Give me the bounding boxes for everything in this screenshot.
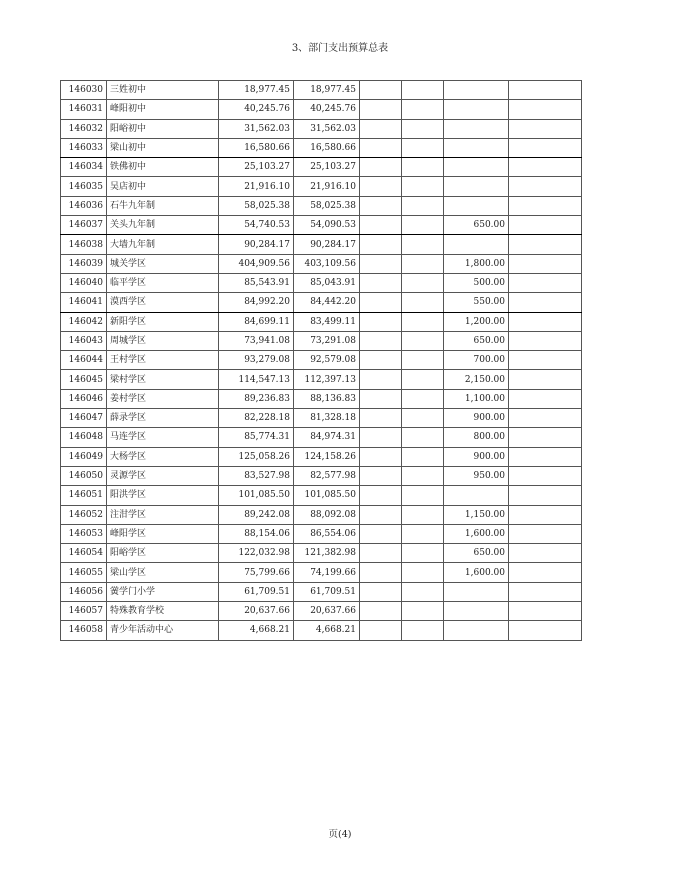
column-3-cell xyxy=(360,563,402,582)
column-6-cell xyxy=(509,235,582,254)
unit-name-cell: 吴店初中 xyxy=(107,177,219,196)
unit-code-cell: 146037 xyxy=(61,216,107,235)
project-expenditure-cell: 1,800.00 xyxy=(444,254,509,273)
column-3-cell xyxy=(360,138,402,157)
project-expenditure-cell: 950.00 xyxy=(444,466,509,485)
table-row xyxy=(61,216,582,235)
table-row xyxy=(61,602,582,621)
column-4-cell xyxy=(402,563,444,582)
total-amount-cell: 83,527.98 xyxy=(219,466,294,485)
unit-name-cell: 关头九年制 xyxy=(107,216,219,235)
column-3-cell xyxy=(360,273,402,292)
unit-code-cell: 146031 xyxy=(61,100,107,119)
table-row xyxy=(61,563,582,582)
column-3-cell xyxy=(360,351,402,370)
table-row xyxy=(61,293,582,312)
basic-expenditure-cell: 74,199.66 xyxy=(294,563,360,582)
project-expenditure-cell xyxy=(444,138,509,157)
column-3-cell xyxy=(360,81,402,100)
column-4-cell xyxy=(402,158,444,177)
column-6-cell xyxy=(509,582,582,601)
basic-expenditure-cell: 403,109.56 xyxy=(294,254,360,273)
column-6-cell xyxy=(509,293,582,312)
basic-expenditure-cell: 124,158.26 xyxy=(294,447,360,466)
unit-code-cell: 146050 xyxy=(61,466,107,485)
column-6-cell xyxy=(509,158,582,177)
unit-code-cell: 146055 xyxy=(61,563,107,582)
unit-code-cell: 146052 xyxy=(61,505,107,524)
basic-expenditure-cell: 21,916.10 xyxy=(294,177,360,196)
unit-code-cell: 146054 xyxy=(61,544,107,563)
column-6-cell xyxy=(509,312,582,331)
column-4-cell xyxy=(402,138,444,157)
column-4-cell xyxy=(402,602,444,621)
basic-expenditure-cell: 31,562.03 xyxy=(294,119,360,138)
total-amount-cell: 82,228.18 xyxy=(219,409,294,428)
unit-code-cell: 146030 xyxy=(61,81,107,100)
column-4-cell xyxy=(402,524,444,543)
basic-expenditure-cell: 84,974.31 xyxy=(294,428,360,447)
table-row xyxy=(61,389,582,408)
table-row xyxy=(61,331,582,350)
basic-expenditure-cell: 4,668.21 xyxy=(294,621,360,640)
column-6-cell xyxy=(509,351,582,370)
project-expenditure-cell xyxy=(444,621,509,640)
unit-name-cell: 阳洪学区 xyxy=(107,486,219,505)
total-amount-cell: 25,103.27 xyxy=(219,158,294,177)
table-row xyxy=(61,428,582,447)
unit-code-cell: 146057 xyxy=(61,602,107,621)
table-row xyxy=(61,138,582,157)
project-expenditure-cell: 650.00 xyxy=(444,544,509,563)
project-expenditure-cell: 500.00 xyxy=(444,273,509,292)
column-6-cell xyxy=(509,196,582,215)
unit-name-cell: 大杨学区 xyxy=(107,447,219,466)
column-6-cell xyxy=(509,389,582,408)
unit-name-cell: 新阳学区 xyxy=(107,312,219,331)
total-amount-cell: 16,580.66 xyxy=(219,138,294,157)
column-4-cell xyxy=(402,196,444,215)
total-amount-cell: 4,668.21 xyxy=(219,621,294,640)
total-amount-cell: 93,279.08 xyxy=(219,351,294,370)
basic-expenditure-cell: 101,085.50 xyxy=(294,486,360,505)
basic-expenditure-cell: 88,092.08 xyxy=(294,505,360,524)
column-6-cell xyxy=(509,81,582,100)
column-3-cell xyxy=(360,447,402,466)
unit-code-cell: 146042 xyxy=(61,312,107,331)
unit-code-cell: 146058 xyxy=(61,621,107,640)
unit-code-cell: 146047 xyxy=(61,409,107,428)
total-amount-cell: 85,543.91 xyxy=(219,273,294,292)
page-footer: 页(4) xyxy=(328,829,352,840)
column-6-cell xyxy=(509,466,582,485)
unit-code-cell: 146045 xyxy=(61,370,107,389)
project-expenditure-cell xyxy=(444,602,509,621)
basic-expenditure-cell: 83,499.11 xyxy=(294,312,360,331)
unit-name-cell: 峰阳学区 xyxy=(107,524,219,543)
unit-name-cell: 阳峪初中 xyxy=(107,119,219,138)
project-expenditure-cell: 1,200.00 xyxy=(444,312,509,331)
column-4-cell xyxy=(402,486,444,505)
basic-expenditure-cell: 20,637.66 xyxy=(294,602,360,621)
unit-code-cell: 146040 xyxy=(61,273,107,292)
column-3-cell xyxy=(360,602,402,621)
basic-expenditure-cell: 92,579.08 xyxy=(294,351,360,370)
column-6-cell xyxy=(509,370,582,389)
column-3-cell xyxy=(360,196,402,215)
column-4-cell xyxy=(402,331,444,350)
column-6-cell xyxy=(509,524,582,543)
column-3-cell xyxy=(360,158,402,177)
column-3-cell xyxy=(360,428,402,447)
column-4-cell xyxy=(402,466,444,485)
unit-name-cell: 城关学区 xyxy=(107,254,219,273)
total-amount-cell: 40,245.76 xyxy=(219,100,294,119)
column-3-cell xyxy=(360,524,402,543)
unit-name-cell: 青少年活动中心 xyxy=(107,621,219,640)
project-expenditure-cell: 550.00 xyxy=(444,293,509,312)
unit-code-cell: 146035 xyxy=(61,177,107,196)
total-amount-cell: 61,709.51 xyxy=(219,582,294,601)
project-expenditure-cell xyxy=(444,119,509,138)
unit-name-cell: 薛录学区 xyxy=(107,409,219,428)
column-4-cell xyxy=(402,621,444,640)
total-amount-cell: 404,909.56 xyxy=(219,254,294,273)
column-3-cell xyxy=(360,312,402,331)
basic-expenditure-cell: 40,245.76 xyxy=(294,100,360,119)
column-4-cell xyxy=(402,428,444,447)
total-amount-cell: 122,032.98 xyxy=(219,544,294,563)
column-4-cell xyxy=(402,544,444,563)
column-4-cell xyxy=(402,254,444,273)
unit-name-cell: 特殊教育学校 xyxy=(107,602,219,621)
unit-name-cell: 梁山初中 xyxy=(107,138,219,157)
unit-code-cell: 146051 xyxy=(61,486,107,505)
column-6-cell xyxy=(509,138,582,157)
unit-code-cell: 146034 xyxy=(61,158,107,177)
total-amount-cell: 18,977.45 xyxy=(219,81,294,100)
column-4-cell xyxy=(402,370,444,389)
basic-expenditure-cell: 81,328.18 xyxy=(294,409,360,428)
column-4-cell xyxy=(402,100,444,119)
total-amount-cell: 84,992.20 xyxy=(219,293,294,312)
column-6-cell xyxy=(509,409,582,428)
unit-code-cell: 146032 xyxy=(61,119,107,138)
column-4-cell xyxy=(402,235,444,254)
unit-name-cell: 漠西学区 xyxy=(107,293,219,312)
column-3-cell xyxy=(360,119,402,138)
column-3-cell xyxy=(360,409,402,428)
unit-code-cell: 146039 xyxy=(61,254,107,273)
page-title: 3、部门支出预算总表 xyxy=(291,43,389,54)
table-row xyxy=(61,447,582,466)
unit-code-cell: 146049 xyxy=(61,447,107,466)
column-3-cell xyxy=(360,505,402,524)
unit-name-cell: 三姓初中 xyxy=(107,81,219,100)
project-expenditure-cell: 700.00 xyxy=(444,351,509,370)
column-4-cell xyxy=(402,119,444,138)
column-3-cell xyxy=(360,582,402,601)
table-row xyxy=(61,351,582,370)
project-expenditure-cell xyxy=(444,81,509,100)
column-3-cell xyxy=(360,235,402,254)
column-3-cell xyxy=(360,370,402,389)
project-expenditure-cell: 1,600.00 xyxy=(444,524,509,543)
project-expenditure-cell: 2,150.00 xyxy=(444,370,509,389)
column-3-cell xyxy=(360,466,402,485)
column-3-cell xyxy=(360,293,402,312)
basic-expenditure-cell: 112,397.13 xyxy=(294,370,360,389)
project-expenditure-cell xyxy=(444,158,509,177)
unit-name-cell: 注泔学区 xyxy=(107,505,219,524)
table-row xyxy=(61,486,582,505)
basic-expenditure-cell: 16,580.66 xyxy=(294,138,360,157)
project-expenditure-cell: 1,100.00 xyxy=(444,389,509,408)
basic-expenditure-cell: 84,442.20 xyxy=(294,293,360,312)
total-amount-cell: 89,236.83 xyxy=(219,389,294,408)
total-amount-cell: 58,025.38 xyxy=(219,196,294,215)
column-3-cell xyxy=(360,389,402,408)
table-row xyxy=(61,235,582,254)
project-expenditure-cell xyxy=(444,582,509,601)
basic-expenditure-cell: 82,577.98 xyxy=(294,466,360,485)
total-amount-cell: 84,699.11 xyxy=(219,312,294,331)
unit-code-cell: 146036 xyxy=(61,196,107,215)
unit-name-cell: 临平学区 xyxy=(107,273,219,292)
basic-expenditure-cell: 86,554.06 xyxy=(294,524,360,543)
basic-expenditure-cell: 61,709.51 xyxy=(294,582,360,601)
column-6-cell xyxy=(509,505,582,524)
table-row xyxy=(61,119,582,138)
unit-name-cell: 姜村学区 xyxy=(107,389,219,408)
column-3-cell xyxy=(360,486,402,505)
project-expenditure-cell: 900.00 xyxy=(444,447,509,466)
total-amount-cell: 20,637.66 xyxy=(219,602,294,621)
column-6-cell xyxy=(509,563,582,582)
basic-expenditure-cell: 58,025.38 xyxy=(294,196,360,215)
unit-code-cell: 146038 xyxy=(61,235,107,254)
basic-expenditure-cell: 54,090.53 xyxy=(294,216,360,235)
project-expenditure-cell: 650.00 xyxy=(444,216,509,235)
column-6-cell xyxy=(509,331,582,350)
project-expenditure-cell: 800.00 xyxy=(444,428,509,447)
column-3-cell xyxy=(360,216,402,235)
total-amount-cell: 31,562.03 xyxy=(219,119,294,138)
basic-expenditure-cell: 121,382.98 xyxy=(294,544,360,563)
table-row xyxy=(61,370,582,389)
column-6-cell xyxy=(509,216,582,235)
budget-table xyxy=(60,80,582,641)
column-4-cell xyxy=(402,505,444,524)
unit-name-cell: 铁佛初中 xyxy=(107,158,219,177)
column-4-cell xyxy=(402,409,444,428)
unit-code-cell: 146048 xyxy=(61,428,107,447)
total-amount-cell: 75,799.66 xyxy=(219,563,294,582)
column-6-cell xyxy=(509,447,582,466)
project-expenditure-cell xyxy=(444,235,509,254)
column-6-cell xyxy=(509,621,582,640)
unit-name-cell: 灵源学区 xyxy=(107,466,219,485)
total-amount-cell: 89,242.08 xyxy=(219,505,294,524)
table-row xyxy=(61,177,582,196)
unit-name-cell: 梁山学区 xyxy=(107,563,219,582)
unit-name-cell: 王村学区 xyxy=(107,351,219,370)
column-3-cell xyxy=(360,177,402,196)
table-row xyxy=(61,544,582,563)
total-amount-cell: 54,740.53 xyxy=(219,216,294,235)
total-amount-cell: 101,085.50 xyxy=(219,486,294,505)
unit-name-cell: 黉学门小学 xyxy=(107,582,219,601)
column-4-cell xyxy=(402,312,444,331)
unit-code-cell: 146056 xyxy=(61,582,107,601)
project-expenditure-cell xyxy=(444,100,509,119)
column-4-cell xyxy=(402,273,444,292)
basic-expenditure-cell: 88,136.83 xyxy=(294,389,360,408)
total-amount-cell: 21,916.10 xyxy=(219,177,294,196)
table-row xyxy=(61,158,582,177)
basic-expenditure-cell: 25,103.27 xyxy=(294,158,360,177)
column-6-cell xyxy=(509,486,582,505)
table-row xyxy=(61,254,582,273)
unit-code-cell: 146053 xyxy=(61,524,107,543)
column-3-cell xyxy=(360,331,402,350)
table-row xyxy=(61,100,582,119)
column-6-cell xyxy=(509,254,582,273)
table-row xyxy=(61,582,582,601)
column-4-cell xyxy=(402,447,444,466)
total-amount-cell: 85,774.31 xyxy=(219,428,294,447)
total-amount-cell: 73,941.08 xyxy=(219,331,294,350)
column-4-cell xyxy=(402,177,444,196)
column-4-cell xyxy=(402,582,444,601)
project-expenditure-cell: 900.00 xyxy=(444,409,509,428)
column-3-cell xyxy=(360,254,402,273)
total-amount-cell: 90,284.17 xyxy=(219,235,294,254)
column-3-cell xyxy=(360,100,402,119)
column-6-cell xyxy=(509,428,582,447)
unit-code-cell: 146043 xyxy=(61,331,107,350)
column-6-cell xyxy=(509,544,582,563)
table-row xyxy=(61,466,582,485)
project-expenditure-cell: 1,600.00 xyxy=(444,563,509,582)
total-amount-cell: 88,154.06 xyxy=(219,524,294,543)
column-4-cell xyxy=(402,389,444,408)
project-expenditure-cell xyxy=(444,196,509,215)
basic-expenditure-cell: 90,284.17 xyxy=(294,235,360,254)
column-4-cell xyxy=(402,216,444,235)
column-6-cell xyxy=(509,177,582,196)
basic-expenditure-cell: 18,977.45 xyxy=(294,81,360,100)
unit-name-cell: 马连学区 xyxy=(107,428,219,447)
project-expenditure-cell xyxy=(444,486,509,505)
basic-expenditure-cell: 85,043.91 xyxy=(294,273,360,292)
unit-code-cell: 146044 xyxy=(61,351,107,370)
unit-name-cell: 周城学区 xyxy=(107,331,219,350)
table-row xyxy=(61,409,582,428)
column-6-cell xyxy=(509,602,582,621)
table-row xyxy=(61,505,582,524)
unit-name-cell: 峰阳初中 xyxy=(107,100,219,119)
column-4-cell xyxy=(402,293,444,312)
column-6-cell xyxy=(509,119,582,138)
column-6-cell xyxy=(509,100,582,119)
table-row xyxy=(61,273,582,292)
table-row xyxy=(61,524,582,543)
unit-name-cell: 石牛九年制 xyxy=(107,196,219,215)
column-4-cell xyxy=(402,81,444,100)
unit-code-cell: 146041 xyxy=(61,293,107,312)
column-3-cell xyxy=(360,544,402,563)
column-4-cell xyxy=(402,351,444,370)
unit-name-cell: 阳峪学区 xyxy=(107,544,219,563)
unit-name-cell: 大墙九年制 xyxy=(107,235,219,254)
project-expenditure-cell: 1,150.00 xyxy=(444,505,509,524)
table-row xyxy=(61,196,582,215)
unit-code-cell: 146033 xyxy=(61,138,107,157)
total-amount-cell: 114,547.13 xyxy=(219,370,294,389)
table-row xyxy=(61,312,582,331)
column-3-cell xyxy=(360,621,402,640)
unit-name-cell: 梁村学区 xyxy=(107,370,219,389)
project-expenditure-cell xyxy=(444,177,509,196)
project-expenditure-cell: 650.00 xyxy=(444,331,509,350)
unit-code-cell: 146046 xyxy=(61,389,107,408)
table-row xyxy=(61,621,582,640)
total-amount-cell: 125,058.26 xyxy=(219,447,294,466)
basic-expenditure-cell: 73,291.08 xyxy=(294,331,360,350)
table-row xyxy=(61,81,582,100)
column-6-cell xyxy=(509,273,582,292)
